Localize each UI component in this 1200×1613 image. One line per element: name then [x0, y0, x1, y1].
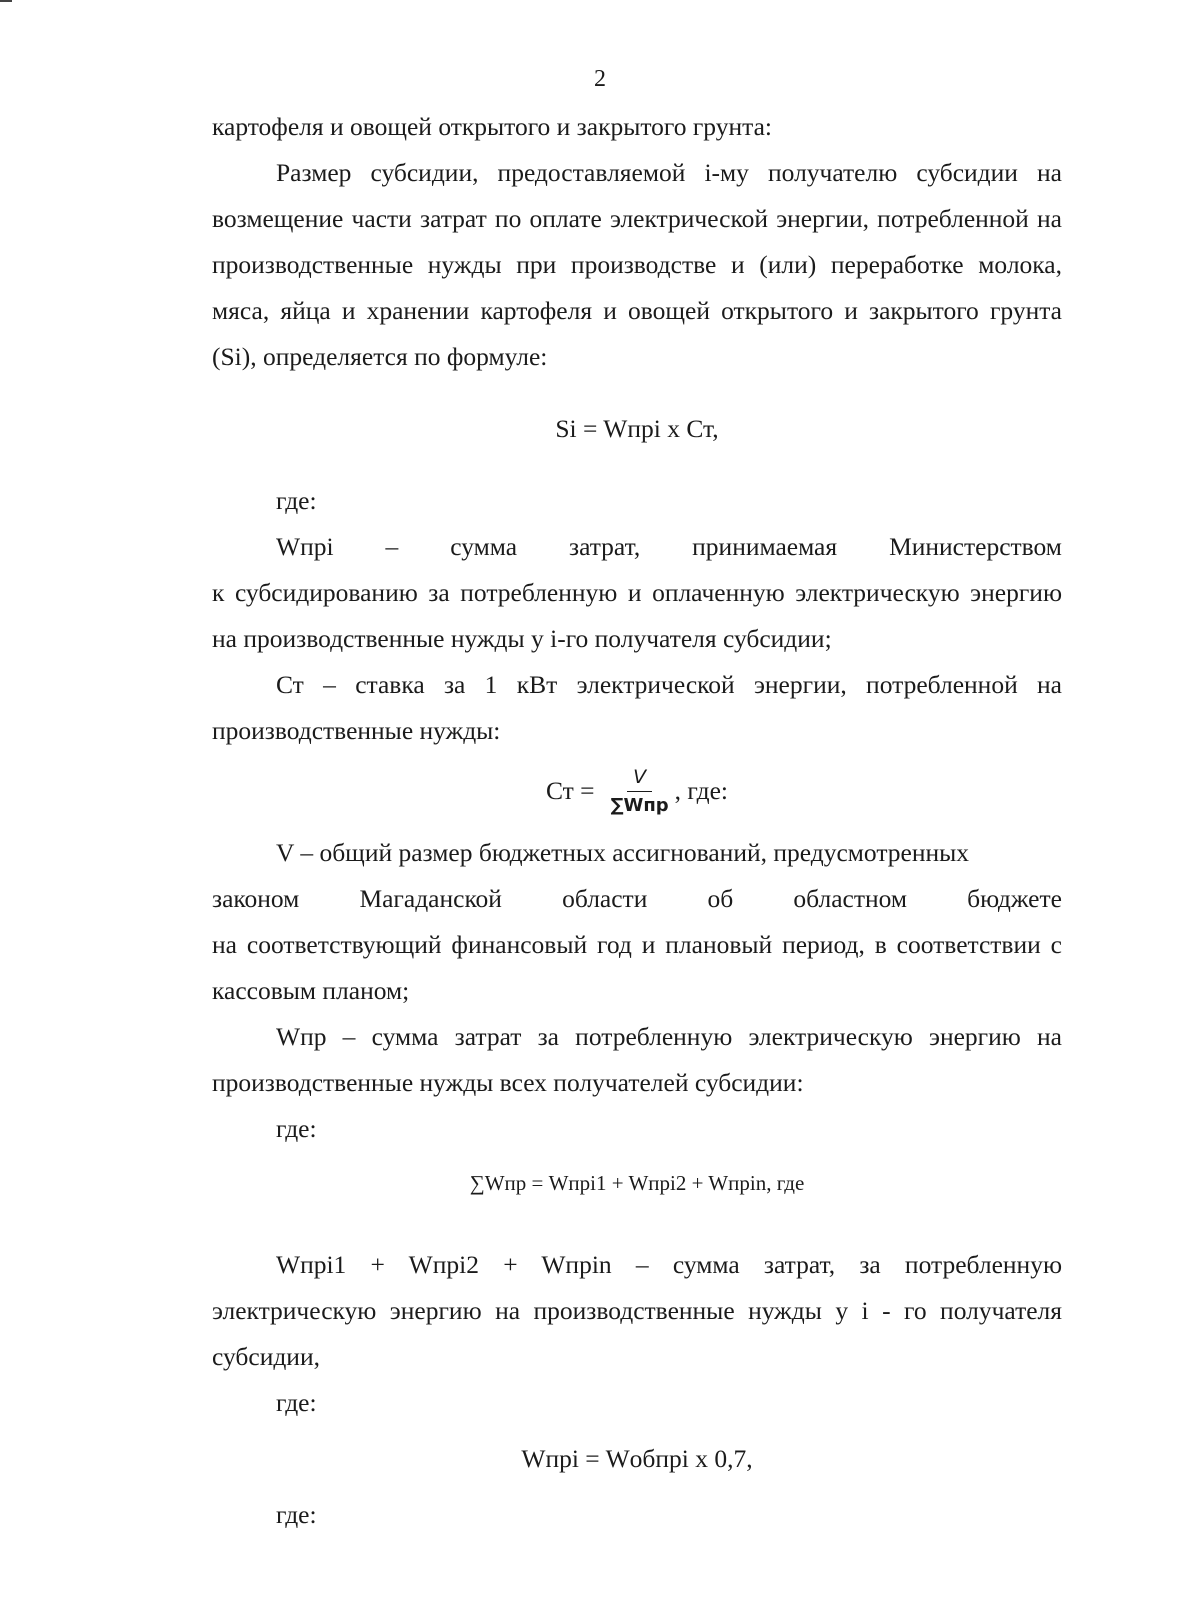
paragraph-budget-definition — [212, 830, 1062, 1014]
formula-rate-tail: , где: — [674, 776, 728, 805]
formula-rate-lhs: Ст = — [545, 776, 595, 805]
wpri-word-3: принимаемая — [692, 532, 838, 561]
budget-word-3: области — [562, 884, 648, 913]
formula-rate-numerator: V — [627, 765, 652, 792]
where-label-3: где: — [276, 1388, 317, 1417]
budget-word-2: Магаданской — [359, 884, 502, 913]
budget-word-4: об — [707, 884, 734, 913]
paragraph-rate-definition: Ст – ставка за 1 кВт электрической энергии, потребленной на производственные нужды: — [212, 670, 1062, 745]
formula-rate — [212, 756, 1062, 826]
formula-sum: ∑Wпр = Wпрi1 + Wпрi2 + Wпрin, где — [469, 1171, 805, 1195]
document-body — [212, 104, 1062, 1538]
formula-subsidy: Si = Wпрi х Ст, — [555, 414, 719, 443]
paragraph-wpr-definition: Wпр – сумма затрат за потребленную электрическую энергию на производственные нужды всех получателей субсидии: — [212, 1022, 1062, 1097]
budget-word-6: бюджете — [967, 884, 1062, 913]
paragraph-sum-definition: Wпрi1 + Wпрi2 + Wпрin – сумма затрат, за потребленную электрическую энергию на производственные нужды у i - го получателя субсидии, — [212, 1250, 1062, 1371]
wpri-word-4: Министерством — [889, 532, 1062, 561]
formula-rate-fraction — [611, 765, 669, 818]
wpri-term: Wпрi — [276, 532, 334, 561]
formula-wpri: Wпрi = Wобпрi х 0,7, — [521, 1444, 753, 1473]
budget-definition-first-line: V – общий размер бюджетных ассигнований, предусмотренных — [276, 838, 970, 867]
budget-definition-second-line — [212, 876, 1062, 922]
formula-rate-denominator: ∑Wпр — [610, 794, 669, 816]
page-number: 2 — [594, 66, 606, 92]
wpri-dash: – — [385, 532, 399, 561]
paragraph-wpri-definition — [212, 524, 1062, 662]
where-label-2: где: — [276, 1114, 317, 1143]
scan-edge-mark — [0, 0, 12, 2]
wpri-definition-rest: к субсидированию за потребленную и оплаченную электрическую энергию на производственные нужды у i-го получателя субсидии; — [212, 578, 1062, 653]
wpri-word-1: сумма — [450, 532, 518, 561]
budget-definition-rest: на соответствующий финансовый год и плановый период, в соответствии с кассовым планом; — [212, 930, 1062, 1005]
paragraph-intro-continuation: картофеля и овощей открытого и закрытого грунта: — [212, 112, 772, 141]
where-label-1: где: — [276, 486, 317, 515]
budget-word-5: областном — [793, 884, 908, 913]
wpri-word-2: затрат, — [569, 532, 641, 561]
paragraph-subsidy-size: Размер субсидии, предоставляемой i-му получателю субсидии на возмещение части затрат по оплате электрической энергии, потребленной на производственные нужды при производстве и (или) переработке молока, мяса, яйца и хранении картофеля и овощей открытого и закрытого грунта (Si), определяется по формуле: — [212, 158, 1062, 371]
where-label-4: где: — [276, 1500, 317, 1529]
wpri-definition-first-line — [212, 524, 1062, 570]
budget-word-1: законом — [212, 884, 300, 913]
